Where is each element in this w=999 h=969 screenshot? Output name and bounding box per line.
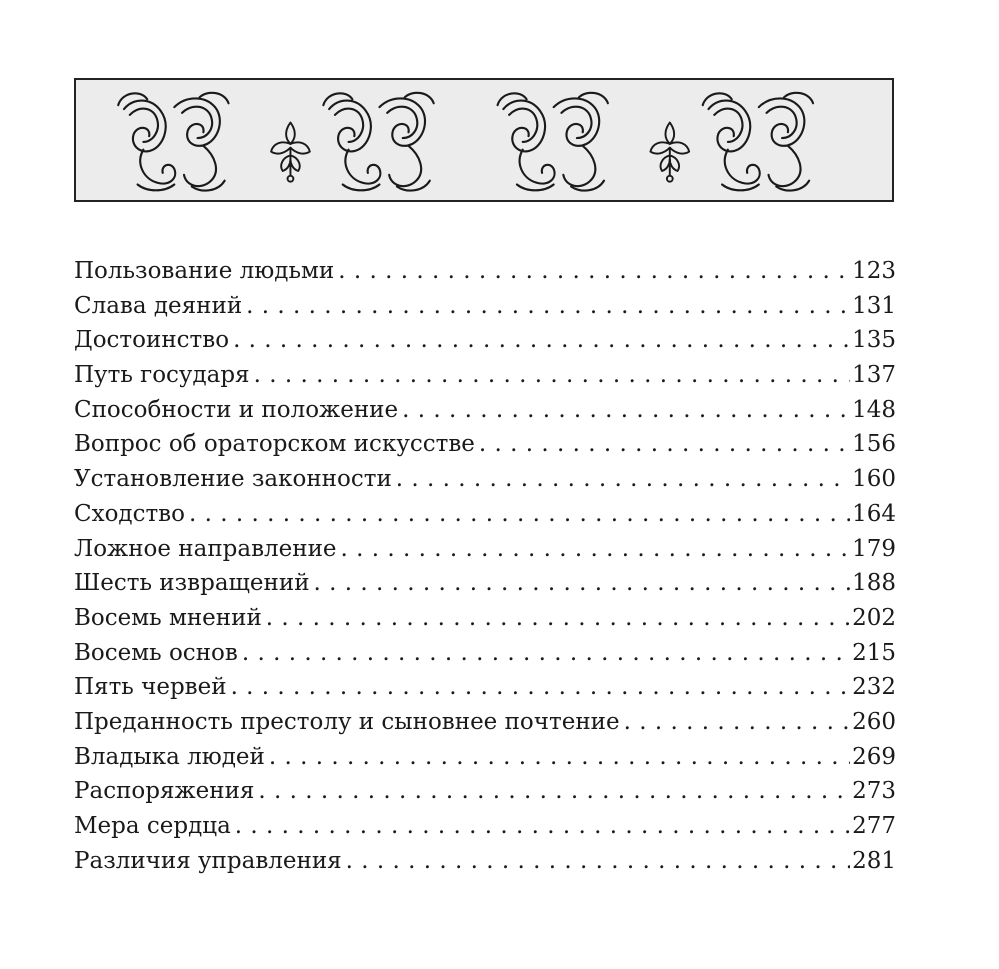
toc-entry-page: 160 xyxy=(852,466,896,493)
toc-entry-title: Преданность престолу и сыновнее почтение xyxy=(74,708,620,735)
dot-leader xyxy=(235,809,850,844)
toc-entry-title: Достоинство xyxy=(74,327,230,354)
ornament-icon xyxy=(76,80,892,200)
toc-entry-page: 260 xyxy=(852,708,896,735)
dot-leader xyxy=(269,740,850,775)
toc-entry-title: Шесть извращений xyxy=(74,570,310,597)
toc-entry xyxy=(74,323,896,358)
toc-entry-title: Пользование людьми xyxy=(74,258,335,284)
decorative-ornament-band xyxy=(74,78,894,202)
toc-entry-page: 215 xyxy=(852,639,896,666)
toc-entry xyxy=(74,809,896,844)
toc-entry-title: Восемь основ xyxy=(74,639,238,666)
toc-entry xyxy=(74,497,896,532)
toc-entry-title: Ложное направление xyxy=(74,535,337,562)
dot-leader xyxy=(233,323,850,358)
toc-entry-title: Способности и положение xyxy=(74,396,399,423)
toc-entry xyxy=(74,393,896,428)
toc-entry-page: 277 xyxy=(852,813,896,839)
toc-entry-title: Восемь мнений xyxy=(74,604,262,631)
toc-entry-page: 148 xyxy=(852,396,896,423)
dot-leader xyxy=(338,254,850,289)
dot-leader xyxy=(341,532,851,567)
toc-entry xyxy=(74,740,896,775)
toc-entry-page: 164 xyxy=(852,500,896,527)
toc-entry-title: Путь государя xyxy=(74,362,250,389)
toc-entry-page: 137 xyxy=(852,362,896,389)
toc-entry-page: 179 xyxy=(852,535,896,562)
toc-entry-page: 188 xyxy=(852,570,896,597)
dot-leader xyxy=(402,393,850,428)
dot-leader xyxy=(258,774,850,809)
dot-leader xyxy=(346,844,850,879)
dot-leader xyxy=(231,670,851,705)
toc-entry xyxy=(74,532,896,567)
toc-entry xyxy=(74,844,896,879)
dot-leader xyxy=(624,705,851,740)
toc-entry xyxy=(74,462,896,497)
toc-entry-title: Пять червей xyxy=(74,674,227,701)
dot-leader xyxy=(246,289,850,324)
toc-entry-page: 232 xyxy=(852,674,896,701)
toc-entry-title: Распоряжения xyxy=(74,778,255,805)
toc-entry-title: Сходство xyxy=(74,500,185,527)
toc-entry-title: Слава деяний xyxy=(74,292,243,319)
dot-leader xyxy=(266,601,850,636)
toc-entry-page: 281 xyxy=(852,847,896,874)
toc-entry-page: 135 xyxy=(852,327,896,354)
toc-entry-title: Различия управления xyxy=(74,847,342,874)
toc-entry xyxy=(74,254,896,289)
toc-entry xyxy=(74,566,896,601)
toc-entry xyxy=(74,601,896,636)
toc-entry-title: Владыка людей xyxy=(74,743,265,770)
toc-entry xyxy=(74,289,896,324)
toc-entry-page: 273 xyxy=(852,778,896,805)
toc-entry-page: 269 xyxy=(852,743,896,770)
dot-leader xyxy=(189,497,850,532)
toc-entry xyxy=(74,358,896,393)
toc-entry xyxy=(74,774,896,809)
toc-entry xyxy=(74,427,896,462)
toc-entry xyxy=(74,705,896,740)
table-of-contents xyxy=(74,254,896,878)
toc-entry-page: 156 xyxy=(852,431,896,458)
toc-entry-title: Мера сердца xyxy=(74,813,231,839)
dot-leader xyxy=(479,427,850,462)
toc-entry-page: 123 xyxy=(852,258,896,284)
toc-entry-page: 202 xyxy=(852,604,896,631)
dot-leader xyxy=(396,462,850,497)
toc-entry xyxy=(74,636,896,671)
toc-entry xyxy=(74,670,896,705)
dot-leader xyxy=(314,566,851,601)
toc-entry-page: 131 xyxy=(852,292,896,319)
toc-entry-title: Вопрос об ораторском искусстве xyxy=(74,431,475,458)
toc-entry-title: Установление законности xyxy=(74,466,392,493)
dot-leader xyxy=(242,636,850,671)
dot-leader xyxy=(254,358,851,393)
